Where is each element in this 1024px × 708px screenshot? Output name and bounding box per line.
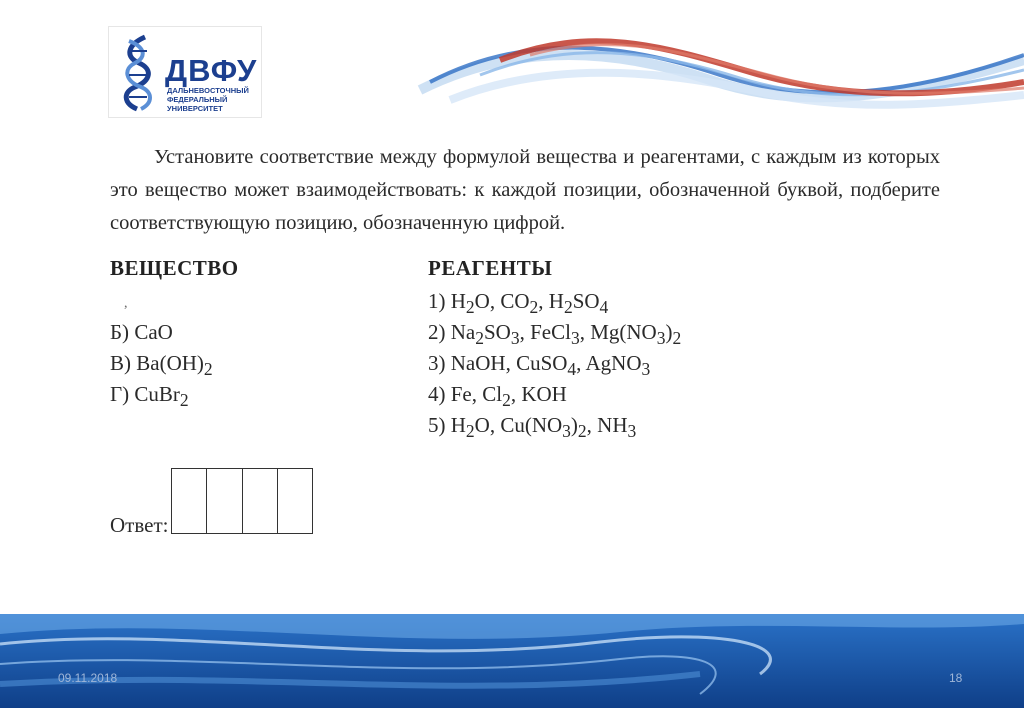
footer-date: 09.11.2018 bbox=[58, 671, 118, 685]
dvfu-logo-icon bbox=[115, 33, 163, 113]
substance-item bbox=[110, 379, 213, 410]
answer-cell[interactable] bbox=[207, 469, 242, 533]
header-waves-decoration bbox=[330, 0, 1024, 140]
reagents-heading: РЕАГЕНТЫ bbox=[428, 256, 553, 280]
reagent-item bbox=[428, 379, 681, 410]
substances-heading: ВЕЩЕСТВО bbox=[110, 256, 239, 280]
logo-subtitle: ДАЛЬНЕВОСТОЧНЫЙ ФЕДЕРАЛЬНЫЙ УНИВЕРСИТЕТ bbox=[167, 86, 249, 113]
reagent-item bbox=[428, 286, 681, 317]
reagent-item-formula: $Na_2SO_3$, FeCl$_3$, $Mg(NO_3)_2$ bbox=[450, 320, 682, 349]
footer-page-number: 18 bbox=[949, 671, 963, 685]
reagent-item bbox=[428, 410, 681, 441]
reagent-item-label: 4) bbox=[428, 382, 451, 406]
substance-item-label: Б) bbox=[110, 320, 135, 344]
reagents-list bbox=[428, 286, 681, 441]
reagent-item bbox=[428, 317, 681, 348]
reagent-item-formula: $H_2O$, $CO_2$, $H_2SO_4$ bbox=[450, 289, 609, 318]
reagent-item-formula: $H_2O$, $Cu(NO_3)_2$, $NH_3$ bbox=[450, 413, 637, 442]
substance-item-formula: CuBr$_2$ bbox=[134, 382, 189, 411]
logo-name: ДВФУ bbox=[165, 53, 258, 88]
reagent-item bbox=[428, 348, 681, 379]
substance-item-label: Г) bbox=[110, 382, 135, 406]
reagent-item-formula: Fe, $Cl_2$, KOH bbox=[450, 382, 567, 411]
substance-item-formula: CaO bbox=[134, 320, 173, 344]
task-statement: Установите соответствие между формулой вещества и реагентами, с каждым из которых это вещество может взаимодействовать: к каждой позиции, обозначенной буквой, подберите соответствующую позицию, обозначенную цифрой. bbox=[110, 146, 940, 234]
answer-label: Ответ: bbox=[110, 513, 169, 537]
reagent-item-formula: NaOH, CuSO$_4$, AgNO$_3$ bbox=[450, 351, 651, 380]
answer-grid bbox=[171, 468, 313, 534]
reagent-item-label: 1) bbox=[428, 289, 451, 313]
substance-item-label: В) bbox=[110, 351, 137, 375]
reagent-item-label: 5) bbox=[428, 413, 451, 437]
stray-mark: , bbox=[124, 296, 128, 311]
answer-cell[interactable] bbox=[278, 469, 312, 533]
answer-cell[interactable] bbox=[243, 469, 278, 533]
substance-item bbox=[110, 317, 213, 348]
answer-cell[interactable] bbox=[172, 469, 207, 533]
substance-item bbox=[110, 348, 213, 379]
dvfu-logo bbox=[108, 26, 262, 118]
reagent-item-label: 2) bbox=[428, 320, 451, 344]
reagent-item-label: 3) bbox=[428, 351, 451, 375]
substance-item-formula: $Ba(OH)_2$ bbox=[136, 351, 213, 380]
footer-waves-decoration bbox=[0, 614, 1024, 708]
substances-list bbox=[110, 317, 213, 410]
